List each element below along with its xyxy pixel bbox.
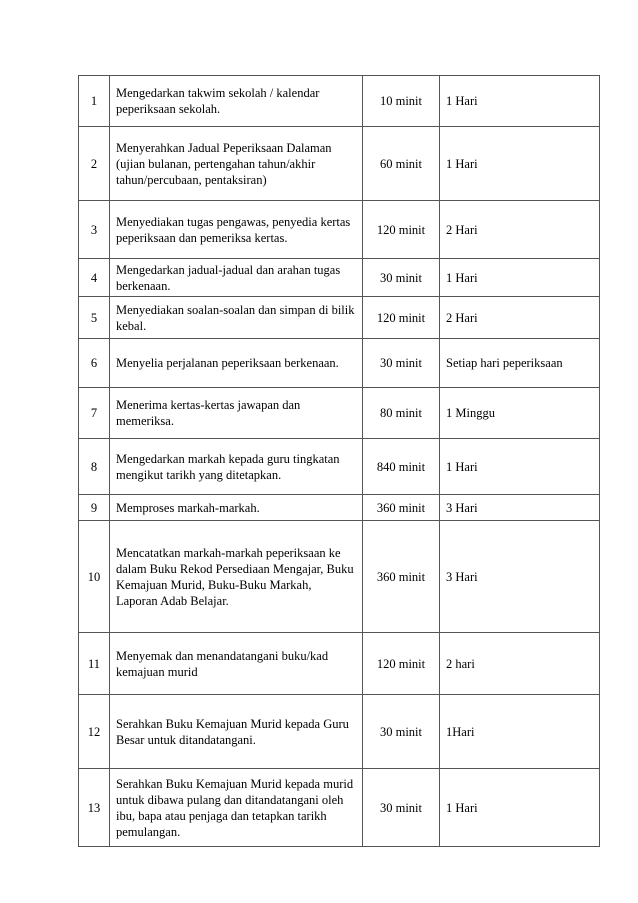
duration: 120 minit [363, 201, 440, 259]
task-description: Serahkan Buku Kemajuan Murid kepada murid untuk dibawa pulang dan ditandatangani oleh ibu, bapa atau penjaga dan tetapkan tarikh pemulangan. [110, 769, 363, 847]
row-number: 6 [79, 339, 110, 388]
row-number: 11 [79, 633, 110, 695]
table-row [79, 769, 600, 847]
task-description: Menyemak dan menandatangani buku/kad kemajuan murid [110, 633, 363, 695]
table-row [79, 339, 600, 388]
row-number: 2 [79, 127, 110, 201]
table-row [79, 259, 600, 297]
duration: 30 minit [363, 769, 440, 847]
period: 2 Hari [440, 201, 600, 259]
table-row [79, 297, 600, 339]
task-description: Menyediakan soalan-soalan dan simpan di bilik kebal. [110, 297, 363, 339]
task-description: Mengedarkan takwim sekolah / kalendar peperiksaan sekolah. [110, 76, 363, 127]
row-number: 13 [79, 769, 110, 847]
period: 1 Hari [440, 439, 600, 495]
period: 1 Hari [440, 76, 600, 127]
task-description: Menyerahkan Jadual Peperiksaan Dalaman (ujian bulanan, pertengahan tahun/akhir tahun/percubaan, pentaksiran) [110, 127, 363, 201]
period: 1 Hari [440, 259, 600, 297]
period: 1 Minggu [440, 388, 600, 439]
row-number: 12 [79, 695, 110, 769]
table-row [79, 76, 600, 127]
duration: 30 minit [363, 695, 440, 769]
duration: 30 minit [363, 339, 440, 388]
task-description: Serahkan Buku Kemajuan Murid kepada Guru Besar untuk ditandatangani. [110, 695, 363, 769]
table-row [79, 127, 600, 201]
period: 1Hari [440, 695, 600, 769]
task-description: Mencatatkan markah-markah peperiksaan ke dalam Buku Rekod Persediaan Mengajar, Buku Kemajuan Murid, Buku-Buku Markah, Laporan Adab Belajar. [110, 521, 363, 633]
duration: 60 minit [363, 127, 440, 201]
row-number: 1 [79, 76, 110, 127]
duration: 360 minit [363, 495, 440, 521]
duration: 120 minit [363, 297, 440, 339]
task-description: Memproses markah-markah. [110, 495, 363, 521]
duration: 840 minit [363, 439, 440, 495]
row-number: 4 [79, 259, 110, 297]
task-description: Menyelia perjalanan peperiksaan berkenaan. [110, 339, 363, 388]
table-row [79, 388, 600, 439]
duration: 360 minit [363, 521, 440, 633]
table-row [79, 495, 600, 521]
task-description: Mengedarkan markah kepada guru tingkatan mengikut tarikh yang ditetapkan. [110, 439, 363, 495]
table-row [79, 439, 600, 495]
period: 1 Hari [440, 127, 600, 201]
duration: 30 minit [363, 259, 440, 297]
task-table [78, 75, 600, 847]
table-row [79, 201, 600, 259]
table-row [79, 695, 600, 769]
row-number: 7 [79, 388, 110, 439]
row-number: 10 [79, 521, 110, 633]
task-description: Mengedarkan jadual-jadual dan arahan tugas berkenaan. [110, 259, 363, 297]
period: 3 Hari [440, 495, 600, 521]
period: 3 Hari [440, 521, 600, 633]
row-number: 3 [79, 201, 110, 259]
task-description: Menyediakan tugas pengawas, penyedia kertas peperiksaan dan pemeriksa kertas. [110, 201, 363, 259]
period: 1 Hari [440, 769, 600, 847]
table-row [79, 633, 600, 695]
duration: 80 minit [363, 388, 440, 439]
table-row [79, 521, 600, 633]
task-description: Menerima kertas-kertas jawapan dan memeriksa. [110, 388, 363, 439]
row-number: 5 [79, 297, 110, 339]
period: 2 hari [440, 633, 600, 695]
duration: 10 minit [363, 76, 440, 127]
duration: 120 minit [363, 633, 440, 695]
period: Setiap hari peperiksaan [440, 339, 600, 388]
row-number: 9 [79, 495, 110, 521]
period: 2 Hari [440, 297, 600, 339]
row-number: 8 [79, 439, 110, 495]
